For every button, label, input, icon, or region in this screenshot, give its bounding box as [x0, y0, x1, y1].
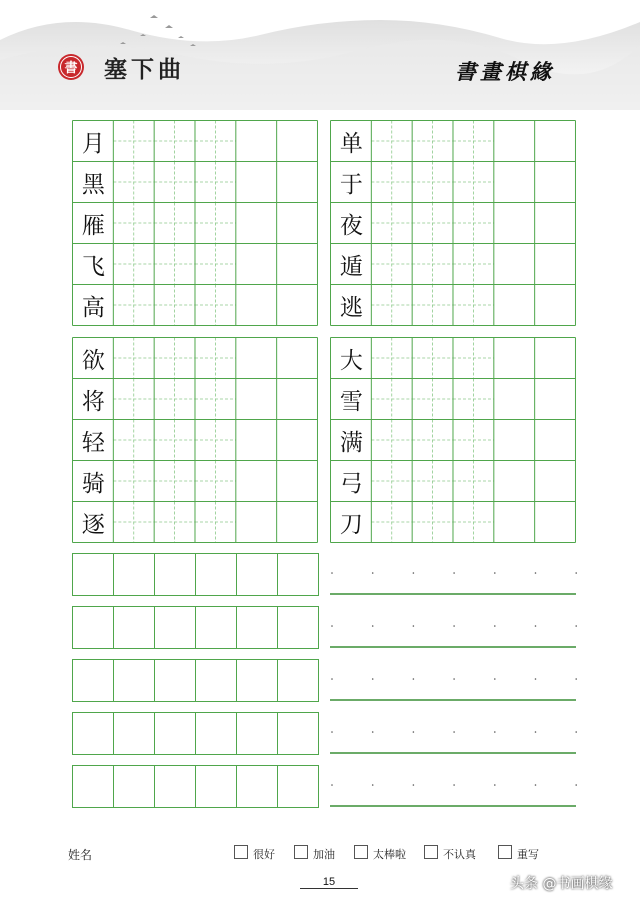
rating-checkbox[interactable]: [424, 845, 438, 859]
blank-grid-row: [72, 765, 320, 809]
model-character: 单: [339, 131, 363, 157]
rating-label: 太棒啦: [373, 848, 406, 861]
page-number: 15: [300, 876, 358, 889]
model-character: 将: [81, 389, 105, 415]
poem-title: 塞下曲: [104, 56, 185, 83]
model-character: 满: [339, 430, 363, 456]
model-character: 大: [339, 348, 363, 374]
rating-checkbox[interactable]: [294, 845, 308, 859]
blank-grid-row: [72, 553, 320, 597]
model-character: 月: [81, 131, 105, 157]
rating-checkbox[interactable]: [498, 845, 512, 859]
rating-label: 重写: [517, 848, 539, 861]
rating-label: 不认真: [443, 848, 476, 861]
watermark: 头条 @书画棋缘: [510, 876, 613, 892]
model-character: 欲: [81, 348, 105, 374]
brand-seal-logo: [57, 53, 85, 81]
model-character: 于: [339, 172, 363, 198]
model-character: 飞: [81, 254, 105, 280]
model-character: 高: [81, 295, 105, 321]
name-label: 姓名: [68, 848, 93, 862]
model-character: 骑: [81, 471, 105, 497]
model-character: 夜: [339, 213, 363, 239]
brand-seal-glyph: 書: [64, 61, 78, 76]
rating-checkbox[interactable]: [354, 845, 368, 859]
model-character: 逐: [81, 512, 105, 538]
rating-label: 加油: [313, 848, 335, 861]
model-character: 刀: [339, 512, 363, 538]
rating-label: 很好: [253, 848, 275, 861]
model-character: 弓: [339, 471, 363, 497]
model-character: 雁: [81, 213, 105, 239]
rating-checkbox[interactable]: [234, 845, 248, 859]
model-character: 轻: [81, 430, 105, 456]
model-character: 雪: [339, 389, 363, 415]
model-character: 黑: [81, 172, 105, 198]
header-mountain-background: [0, 0, 640, 110]
model-character: 逃: [339, 295, 363, 321]
model-character: 遁: [339, 254, 363, 280]
writing-line: [330, 712, 578, 756]
writing-line: [330, 765, 578, 809]
brand-name: 書畫棋緣: [455, 59, 555, 84]
blank-grid-row: [72, 659, 320, 703]
writing-line: [330, 659, 578, 703]
writing-line: [330, 553, 578, 597]
blank-grid-row: [72, 712, 320, 756]
blank-grid-row: [72, 606, 320, 650]
writing-line: [330, 606, 578, 650]
